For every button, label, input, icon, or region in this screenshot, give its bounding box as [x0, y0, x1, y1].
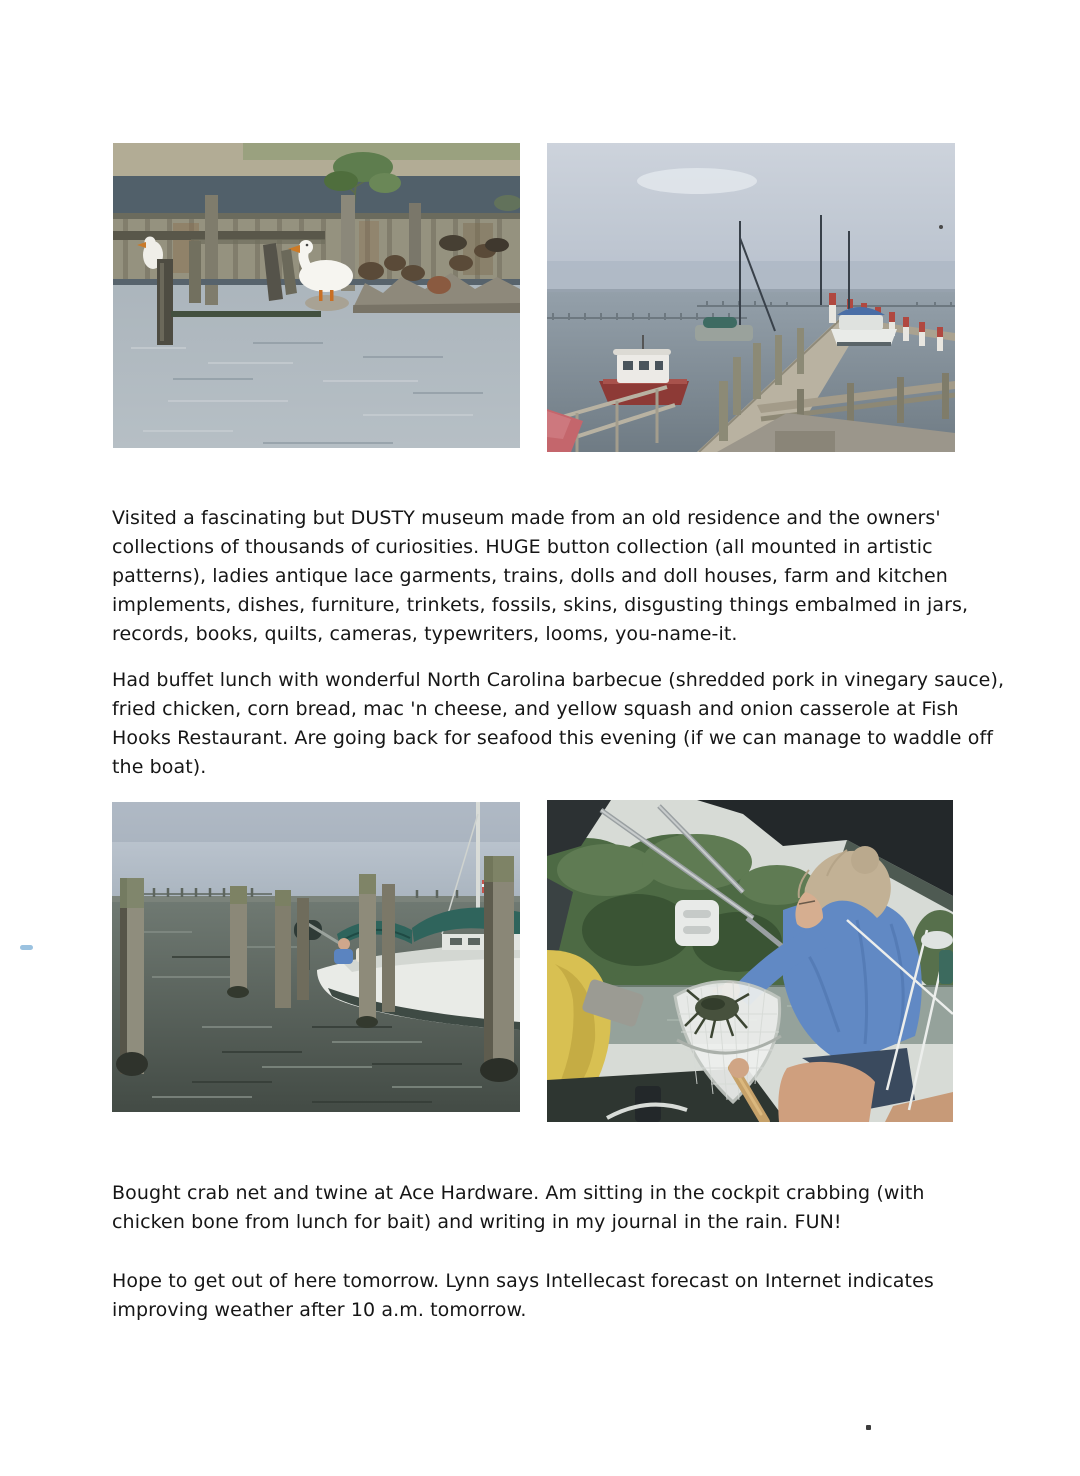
text-line: Had buffet lunch with wonderful North Carolina barbecue (shredded pork in vinegary sauce),: [112, 669, 1005, 691]
text-line: Bought crab net and twine at Ace Hardware. Am sitting in the cockpit crabbing (with: [112, 1182, 925, 1204]
paragraph-weather: [112, 1267, 934, 1325]
bird-speck: [939, 225, 943, 229]
paragraph-lunch: [112, 666, 1004, 782]
text-line: fried chicken, corn bread, mac 'n cheese, and yellow squash and onion casserole at Fish: [112, 698, 959, 720]
sailboat-photo-art: [112, 802, 520, 1112]
text-line: improving weather after 10 a.m. tomorrow.: [112, 1299, 527, 1321]
person-on-bow: [338, 938, 350, 950]
scan-artifact-blue-dash: [20, 945, 33, 950]
text-line: Hope to get out of here tomorrow. Lynn says Intellecast forecast on Internet indicates: [112, 1270, 934, 1292]
photo-birds-on-pilings: [113, 143, 520, 448]
photo-crabbing-cockpit: [547, 800, 953, 1122]
paragraph-museum: [112, 504, 968, 649]
text-line: the boat).: [112, 756, 207, 778]
paragraph-crabbing: [112, 1179, 925, 1237]
text-line: patterns), ladies antique lace garments, trains, dolls and doll houses, farm and kitchen: [112, 565, 948, 587]
crabbing-photo-art: [547, 800, 953, 1122]
text-line: Hooks Restaurant. Are going back for seafood this evening (if we can manage to waddle off: [112, 727, 994, 749]
text-line: collections of thousands of curiosities. HUGE button collection (all mounted in artistic: [112, 536, 933, 558]
scan-artifact-dot: [866, 1425, 871, 1430]
text-line: records, books, quilts, cameras, typewriters, looms, you-name-it.: [112, 623, 738, 645]
photo-sailboat-dock: [112, 802, 520, 1112]
text-line: implements, dishes, furniture, trinkets, fossils, skins, disgusting things embalmed in jars,: [112, 594, 969, 616]
text-line: Visited a fascinating but DUSTY museum made from an old residence and the owners': [112, 507, 941, 529]
marina-photo-art: [547, 143, 955, 452]
photo-marina-pier: [547, 143, 955, 452]
birds-photo-art: [113, 143, 520, 448]
text-line: chicken bone from lunch for bait) and writing in my journal in the rain. FUN!: [112, 1211, 842, 1233]
